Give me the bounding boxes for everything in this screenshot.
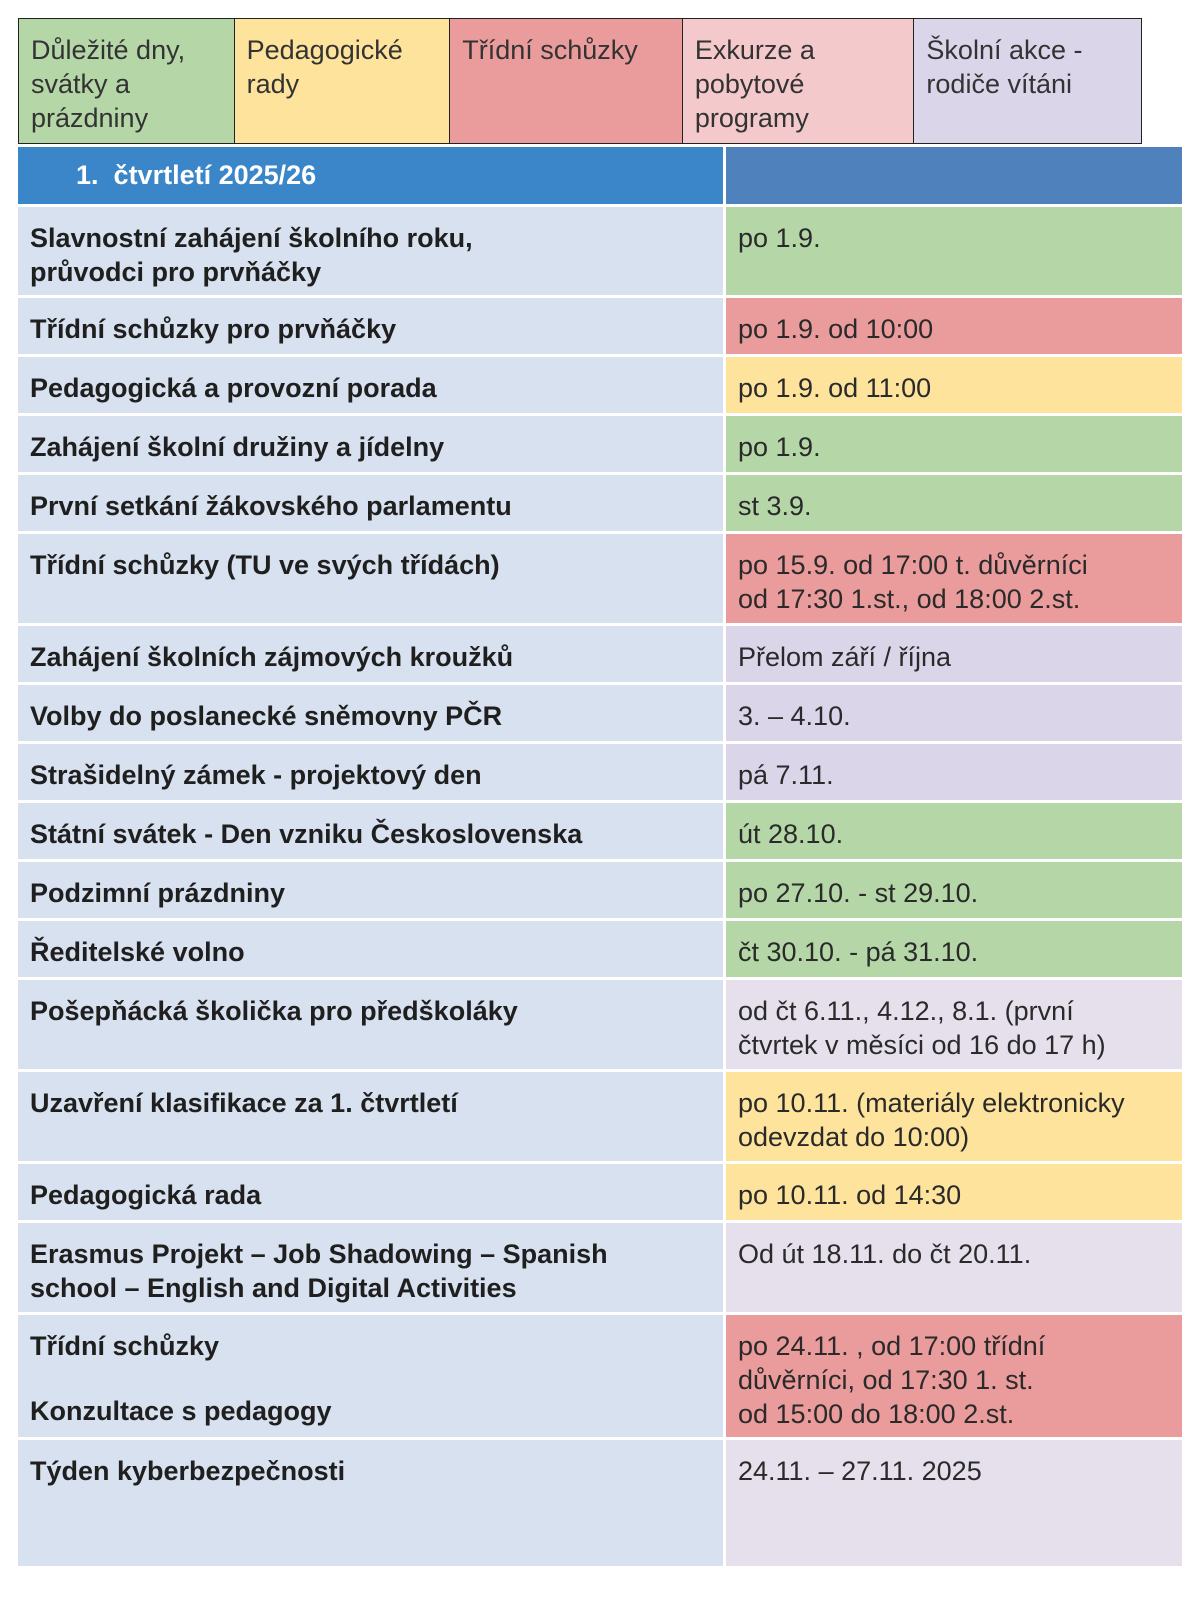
table-row [18, 534, 1182, 626]
legend-text: Důležité dny, [31, 35, 186, 65]
legend-parent-meetings [450, 19, 683, 143]
date-text: út 28.10. [738, 819, 844, 849]
date-text: od čt 6.11., 4.12., 8.1. (první [738, 996, 1074, 1026]
date-text: Přelom září / října [738, 642, 952, 672]
event-text: Třídní schůzky (TU ve svých třídách) [30, 550, 500, 580]
table-row [18, 744, 1182, 803]
event-cell [18, 1072, 723, 1161]
event-cell [18, 862, 723, 918]
date-text: 24.11. – 27.11. 2025 [738, 1456, 982, 1486]
quarter-label: čtvrtletí 2025/26 [113, 160, 317, 190]
date-text: po 1.9. od 10:00 [738, 314, 934, 344]
table-row [18, 862, 1182, 921]
date-cell [723, 1072, 1182, 1161]
event-cell [18, 207, 723, 295]
event-cell [18, 1315, 723, 1437]
event-cell [18, 626, 723, 682]
event-text: Ředitelské volno [30, 937, 245, 967]
legend-teacher-meetings [235, 19, 451, 143]
date-cell [723, 744, 1182, 800]
table-row [18, 685, 1182, 744]
table-row [18, 1440, 1182, 1566]
date-cell [723, 207, 1182, 295]
event-cell [18, 980, 723, 1069]
date-cell [723, 1315, 1182, 1437]
date-text: po 15.9. od 17:00 t. důvěrníci [738, 550, 1088, 580]
legend-text: Exkurze a [694, 35, 815, 65]
event-text: Strašidelný zámek - projektový den [30, 760, 482, 790]
date-text: odevzdat do 10:00) [738, 1122, 970, 1152]
event-text: Erasmus Projekt – Job Shadowing – Spanish [30, 1239, 608, 1269]
table-row [18, 626, 1182, 685]
event-cell [18, 416, 723, 472]
event-text: Zahájení školních zájmových kroužků [30, 642, 514, 672]
date-text: po 1.9. [738, 432, 821, 462]
event-spacer [30, 1363, 711, 1394]
table-header [18, 147, 1182, 207]
event-cell [18, 298, 723, 354]
event-text: Volby do poslanecké sněmovny PČR [30, 701, 503, 731]
table-row [18, 1164, 1182, 1223]
event-text: Pedagogická rada [30, 1180, 262, 1210]
event-text: school – English and Digital Activities [30, 1273, 517, 1303]
date-text: od 17:30 1.st., od 18:00 2.st. [738, 584, 1081, 614]
legend-holidays [19, 19, 235, 143]
event-text: První setkání žákovského parlamentu [30, 491, 512, 521]
date-text: po 1.9. [738, 223, 821, 253]
date-text: důvěrníci, od 17:30 1. st. [738, 1365, 1034, 1395]
table-row [18, 1223, 1182, 1315]
header-date-cell [723, 147, 1182, 204]
legend-text: pobytové [694, 69, 805, 99]
date-cell [723, 803, 1182, 859]
table-row [18, 416, 1182, 475]
legend-text: Třídní schůzky [462, 35, 638, 65]
date-text: čt 30.10. - pá 31.10. [738, 937, 979, 967]
date-cell [723, 862, 1182, 918]
table-row [18, 921, 1182, 980]
legend-text: rady [246, 69, 300, 99]
event-cell [18, 1440, 723, 1566]
event-cell [18, 803, 723, 859]
table-row [18, 357, 1182, 416]
date-cell [723, 626, 1182, 682]
date-cell [723, 921, 1182, 977]
quarter-title [18, 147, 723, 204]
legend-school-events [914, 19, 1141, 143]
date-cell [723, 1164, 1182, 1220]
table-row [18, 803, 1182, 862]
date-text: po 24.11. , od 17:00 třídní [738, 1331, 1046, 1361]
event-text: Pedagogická a provozní porada [30, 373, 437, 403]
event-text: průvodci pro prvňáčky [30, 257, 322, 287]
quarter-number: 1. [76, 160, 99, 190]
date-text: čtvrtek v měsíci od 16 do 17 h) [738, 1030, 1106, 1060]
legend-text: Školní akce - [926, 35, 1083, 65]
table-row [18, 1072, 1182, 1164]
event-cell [18, 475, 723, 531]
date-text: po 27.10. - st 29.10. [738, 878, 979, 908]
date-cell [723, 534, 1182, 623]
date-text: st 3.9. [738, 491, 812, 521]
event-cell [18, 921, 723, 977]
date-text: od 15:00 do 18:00 2.st. [738, 1399, 1015, 1429]
date-cell [723, 416, 1182, 472]
table-row [18, 1315, 1182, 1440]
event-text: Týden kyberbezpečnosti [30, 1456, 346, 1486]
event-text: Třídní schůzky [30, 1331, 220, 1361]
event-text: Slavnostní zahájení školního roku, [30, 223, 473, 253]
legend-text: rodiče vítáni [926, 69, 1072, 99]
date-text: po 10.11. (materiály elektronicky [738, 1088, 1125, 1118]
event-cell [18, 744, 723, 800]
legend-text: Pedagogické [246, 35, 403, 65]
event-cell [18, 685, 723, 741]
table-row [18, 298, 1182, 357]
event-cell [18, 534, 723, 623]
date-text: 3. – 4.10. [738, 701, 851, 731]
table-row [18, 980, 1182, 1072]
date-text: po 1.9. od 11:00 [738, 373, 932, 403]
event-cell [18, 1223, 723, 1312]
legend-excursions [683, 19, 915, 143]
event-cell [18, 1164, 723, 1220]
date-cell [723, 685, 1182, 741]
date-text: pá 7.11. [738, 760, 834, 790]
event-text: Podzimní prázdniny [30, 878, 286, 908]
schedule-table [18, 147, 1182, 1566]
legend-text: programy [694, 103, 809, 133]
date-cell [723, 1440, 1182, 1566]
legend-text: svátky a [31, 69, 131, 99]
date-cell [723, 298, 1182, 354]
event-text: Třídní schůzky pro prvňáčky [30, 314, 397, 344]
table-row [18, 207, 1182, 298]
date-cell [723, 980, 1182, 1069]
event-text: Státní svátek - Den vzniku Československa [30, 819, 583, 849]
event-text: Uzavření klasifikace za 1. čtvrtletí [30, 1088, 458, 1118]
event-cell [18, 357, 723, 413]
date-cell [723, 475, 1182, 531]
legend-text: prázdniny [31, 103, 149, 133]
event-text: Zahájení školní družiny a jídelny [30, 432, 445, 462]
event-text: Pošepňácká školička pro předškoláky [30, 996, 518, 1026]
table-row [18, 475, 1182, 534]
date-text: po 10.11. od 14:30 [738, 1180, 962, 1210]
legend [18, 18, 1142, 144]
date-text: Od út 18.11. do čt 20.11. [738, 1239, 1032, 1269]
event-text: Konzultace s pedagogy [30, 1396, 332, 1426]
date-cell [723, 1223, 1182, 1312]
date-cell [723, 357, 1182, 413]
